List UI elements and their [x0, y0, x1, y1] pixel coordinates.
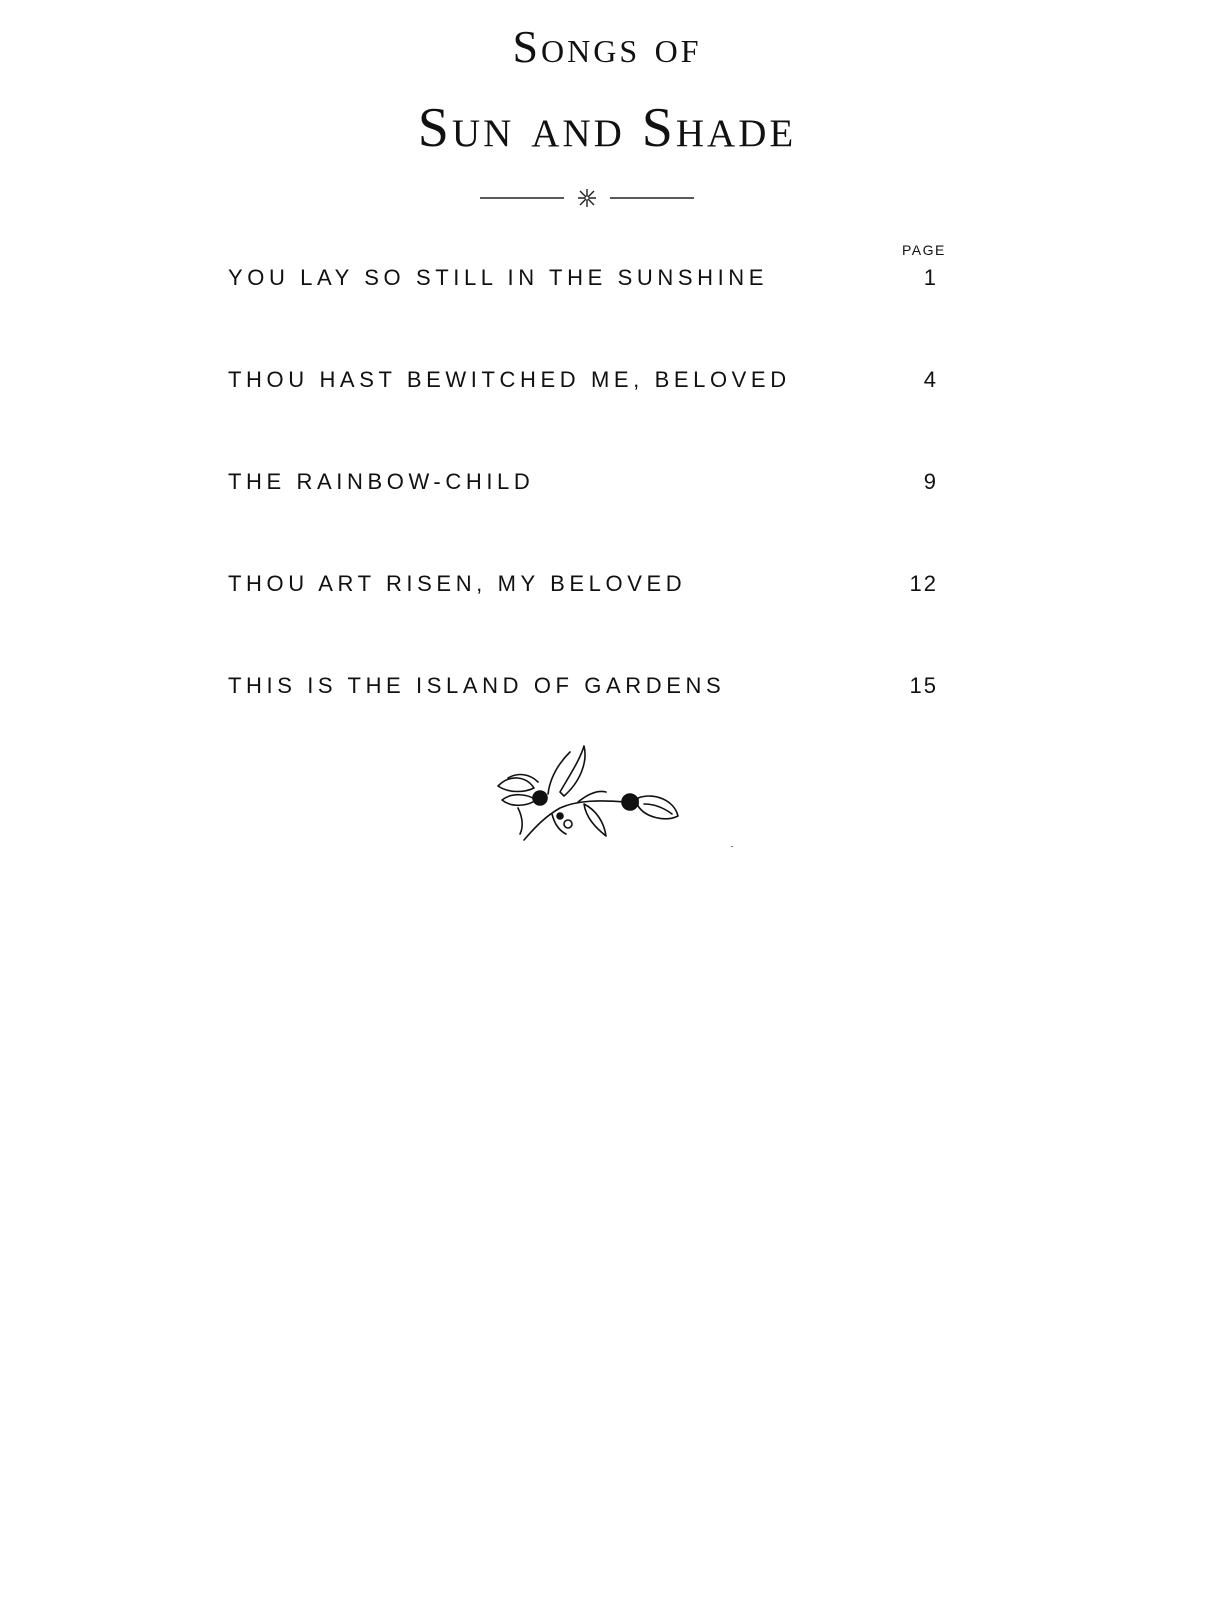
- asterism-ornament-icon: [480, 186, 694, 210]
- toc-entry-page: 1: [923, 265, 938, 290]
- toc-entry-page: 9: [923, 469, 938, 494]
- toc-entry-title: THE RAINBOW-CHILD: [228, 469, 535, 494]
- toc-entry-title: THIS IS THE ISLAND OF GARDENS: [228, 673, 726, 698]
- page-column-header: PAGE: [902, 242, 946, 258]
- toc-entry: [228, 564, 958, 666]
- toc-entry-title: THOU HAST BEWITCHED ME, BELOVED: [228, 367, 791, 392]
- scan-speck: [731, 846, 733, 847]
- title-line-1: Songs of: [512, 21, 702, 72]
- toc-entry-page: 12: [909, 571, 938, 596]
- toc-entry-title: YOU LAY SO STILL IN THE SUNSHINE: [228, 265, 769, 290]
- toc-entry: [228, 258, 958, 360]
- title-line-2: Sun and Shade: [417, 97, 797, 159]
- toc-entry-page: 4: [923, 367, 938, 392]
- toc-entry: [228, 360, 958, 462]
- flower-sprig-icon: [488, 742, 684, 846]
- toc-entry-title: THOU ART RISEN, MY BELOVED: [228, 571, 687, 596]
- toc-entry-page: 15: [909, 673, 938, 698]
- toc-entry: [228, 462, 958, 564]
- table-of-contents: [228, 258, 958, 768]
